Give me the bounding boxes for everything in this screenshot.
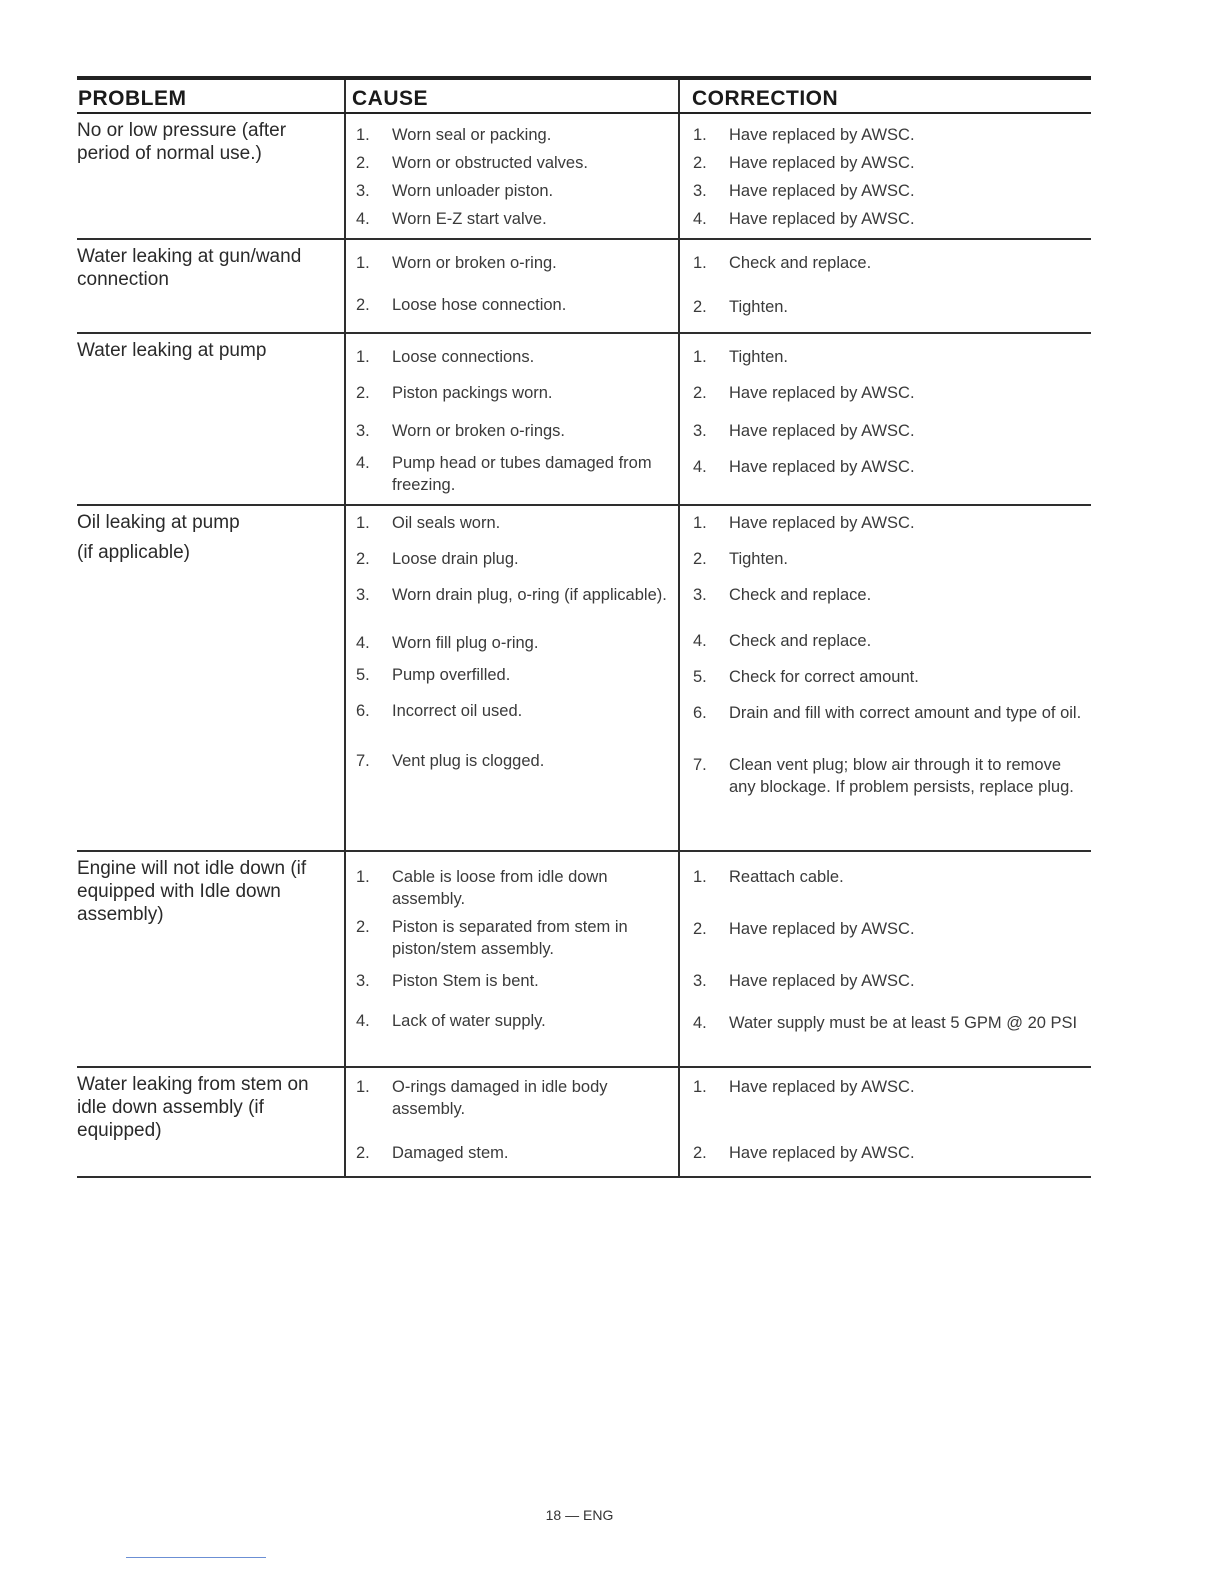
cause-cell [344,114,678,238]
item-text: Loose drain plug. [392,550,519,568]
correction-item [693,208,1087,230]
divider [126,1557,266,1558]
correction-item [693,512,1087,534]
item-number: 3. [693,586,707,604]
item-number: 3. [693,182,707,200]
cause-item [356,346,674,368]
problem-cell [77,114,344,238]
cause-cell [344,1068,678,1176]
item-text: Loose hose connection. [392,296,567,314]
item-text: Worn or broken o-ring. [392,254,557,272]
item-text: Piston is separated from stem in piston/stem assembly. [392,918,628,958]
item-text: Pump overfilled. [392,666,511,684]
item-text: Check and replace. [729,586,872,604]
correction-item [693,548,1087,570]
item-text: Damaged stem. [392,1144,509,1162]
item-number: 1. [356,348,370,366]
correction-item [693,702,1087,724]
item-number: 3. [356,422,370,440]
problem-text: Water leaking from stem on idle down assembly (if equipped) [77,1074,309,1141]
item-text: Water supply must be at least 5 GPM @ 20 PSI [729,1014,1078,1032]
correction-cell [678,240,1091,332]
cause-item [356,1142,674,1164]
cause-cell [344,240,678,332]
table-row [77,334,1091,506]
item-number: 2. [693,920,707,938]
cause-item [356,124,674,146]
correction-cell [678,852,1091,1066]
item-number: 1. [693,514,707,532]
item-text: Worn seal or packing. [392,126,552,144]
item-number: 1. [356,868,370,886]
item-number: 2. [356,296,370,314]
cause-item [356,452,674,496]
header-cause: CAUSE [344,80,678,112]
correction-item [693,666,1087,688]
item-text: Incorrect oil used. [392,702,523,720]
item-number: 2. [356,550,370,568]
item-number: 5. [356,666,370,684]
table-body [77,114,1091,1178]
item-number: 3. [356,972,370,990]
item-number: 6. [356,702,370,720]
header-problem: PROBLEM [78,87,187,110]
correction-item [693,180,1087,202]
item-text: Worn drain plug, o-ring (if applicable). [392,586,667,604]
item-number: 2. [356,918,370,936]
item-number: 3. [356,182,370,200]
item-number: 1. [693,348,707,366]
cause-item [356,180,674,202]
item-text: Piston Stem is bent. [392,972,539,990]
correction-cell [678,1068,1091,1176]
problem-text: Oil leaking at pump [77,512,240,533]
item-number: 2. [693,154,707,172]
item-text: Worn or broken o-rings. [392,422,566,440]
problem-cell [77,506,344,850]
correction-item [693,630,1087,652]
item-text: Lack of water supply. [392,1012,546,1030]
item-number: 7. [356,752,370,770]
correction-cell [678,334,1091,504]
problem-text: Engine will not idle down (if equipped with Idle down assembly) [77,858,307,925]
correction-cell [678,506,1091,850]
correction-item [693,296,1087,318]
item-number: 2. [693,298,707,316]
item-text: Have replaced by AWSC. [729,126,915,144]
table-row [77,1068,1091,1178]
item-text: Worn fill plug o-ring. [392,634,539,652]
item-text: Reattach cable. [729,868,844,886]
correction-item [693,420,1087,442]
correction-item [693,346,1087,368]
correction-item [693,584,1087,606]
item-number: 4. [693,632,707,650]
item-text: Oil seals worn. [392,514,501,532]
item-number: 1. [693,254,707,272]
cause-item [356,700,674,722]
item-text: Worn or obstructed valves. [392,154,588,172]
correction-item [693,918,1087,940]
item-text: Have replaced by AWSC. [729,154,915,172]
item-text: Have replaced by AWSC. [729,422,915,440]
item-number: 4. [356,1012,370,1030]
item-text: Have replaced by AWSC. [729,1144,915,1162]
item-text: Cable is loose from idle down assembly. [392,868,608,908]
cause-item [356,750,674,772]
item-number: 4. [693,1014,707,1032]
item-text: Tighten. [729,550,789,568]
cause-item [356,252,674,274]
cause-item [356,294,674,316]
cause-cell [344,506,678,850]
item-text: Have replaced by AWSC. [729,210,915,228]
cause-cell [344,852,678,1066]
problem-cell [77,334,344,504]
item-text: Pump head or tubes damaged from freezing. [392,454,652,494]
item-text: Have replaced by AWSC. [729,920,915,938]
correction-item [693,1076,1087,1098]
item-number: 7. [693,756,707,774]
correction-item [693,456,1087,478]
correction-cell [678,114,1091,238]
item-text: Have replaced by AWSC. [729,458,915,476]
problem-cell [77,240,344,332]
item-number: 4. [693,458,707,476]
cause-cell [344,334,678,504]
cause-item [356,1076,674,1120]
problem-text: Water leaking at gun/wand connection [77,246,302,290]
cause-item [356,664,674,686]
table-row [77,114,1091,240]
item-number: 2. [693,1144,707,1162]
item-number: 4. [356,634,370,652]
cause-item [356,584,674,606]
page-footer: 18 — ENG [545,1507,614,1523]
item-number: 3. [356,586,370,604]
item-number: 2. [693,550,707,568]
table-row [77,506,1091,852]
cause-item [356,512,674,534]
table-row [77,240,1091,334]
item-number: 1. [693,126,707,144]
item-number: 1. [356,126,370,144]
item-number: 1. [356,514,370,532]
cause-item [356,1010,674,1032]
correction-item [693,124,1087,146]
problem-text: Water leaking at pump [77,340,267,361]
cause-item [356,916,674,960]
item-text: Tighten. [729,348,789,366]
cause-item [356,420,674,442]
item-text: Have replaced by AWSC. [729,1078,915,1096]
item-number: 2. [693,384,707,402]
item-text: Tighten. [729,298,789,316]
item-number: 1. [693,1078,707,1096]
item-number: 2. [356,1144,370,1162]
correction-item [693,382,1087,404]
item-number: 1. [356,1078,370,1096]
item-number: 4. [356,210,370,228]
cause-item [356,152,674,174]
item-text: Check and replace. [729,254,872,272]
item-number: 3. [693,422,707,440]
item-number: 5. [693,668,707,686]
item-number: 2. [356,154,370,172]
item-text: Have replaced by AWSC. [729,384,915,402]
item-text: Have replaced by AWSC. [729,514,915,532]
item-number: 2. [356,384,370,402]
cause-item [356,382,674,404]
item-text: Have replaced by AWSC. [729,182,915,200]
cause-item [356,866,674,910]
correction-item [693,1012,1087,1034]
cause-item [356,632,674,654]
item-text: Check for correct amount. [729,668,919,686]
correction-item [693,866,1087,888]
item-text: Clean vent plug; blow air through it to remove any blockage. If problem persists, replace plug. [729,756,1074,796]
table-header [77,76,1091,114]
cause-item [356,970,674,992]
correction-item [693,252,1087,274]
item-number: 4. [356,454,370,472]
troubleshooting-table [77,76,1091,1178]
cause-item [356,548,674,570]
problem-cell [77,1068,344,1176]
item-number: 1. [356,254,370,272]
table-row [77,852,1091,1068]
correction-item [693,970,1087,992]
item-number: 3. [693,972,707,990]
item-number: 1. [693,868,707,886]
problem-text: No or low pressure (after period of normal use.) [77,120,287,164]
header-correction: CORRECTION [678,80,1091,112]
item-text: Check and replace. [729,632,872,650]
correction-item [693,152,1087,174]
item-text: Loose connections. [392,348,535,366]
cause-item [356,208,674,230]
item-text: Worn E-Z start valve. [392,210,547,228]
problem-subtext: (if applicable) [77,542,190,563]
item-text: Vent plug is clogged. [392,752,545,770]
item-number: 6. [693,704,707,722]
item-text: Worn unloader piston. [392,182,554,200]
item-text: Have replaced by AWSC. [729,972,915,990]
item-text: O-rings damaged in idle body assembly. [392,1078,608,1118]
item-text: Drain and fill with correct amount and type of oil. [729,704,1082,722]
item-number: 4. [693,210,707,228]
problem-cell [77,852,344,1066]
item-text: Piston packings worn. [392,384,553,402]
correction-item [693,1142,1087,1164]
correction-item [693,754,1087,798]
